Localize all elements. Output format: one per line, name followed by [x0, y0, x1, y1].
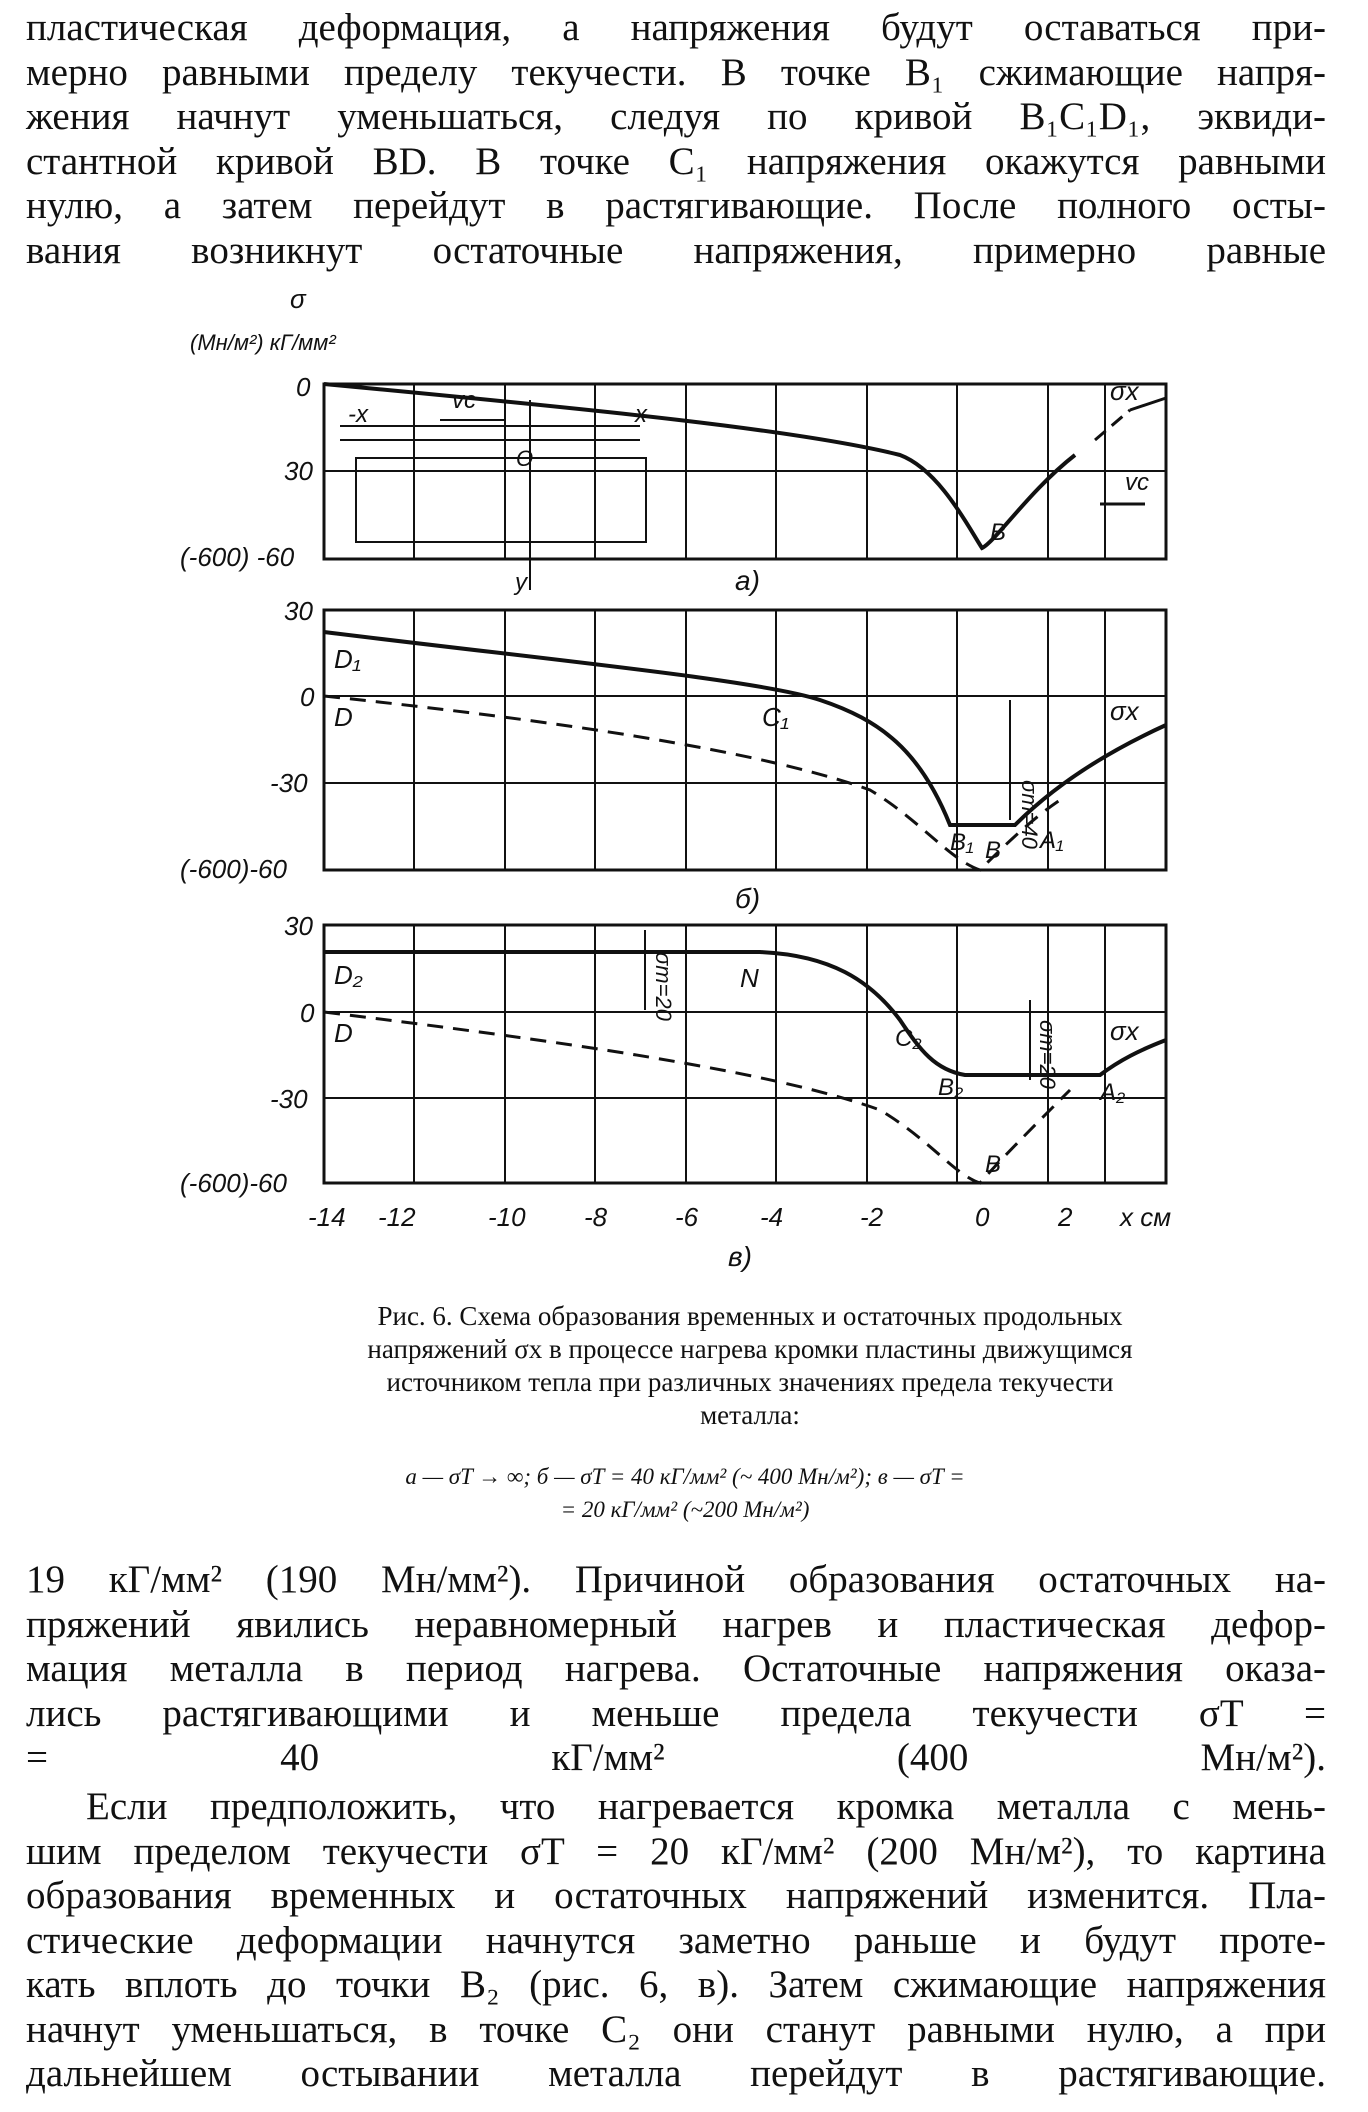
panel-b-tick-m30: -30 — [270, 768, 308, 798]
panel-a-B: B — [990, 519, 1007, 546]
panel-b-sigma-x: σx — [1110, 696, 1139, 726]
panel-c-tick-m30: -30 — [270, 1084, 308, 1114]
panel-a-tick-0: 0 — [296, 372, 311, 402]
x-tick: -8 — [584, 1202, 608, 1232]
text-line: мация металла в период нагрева. Остаточные напряжения оказа- — [26, 1647, 1326, 1690]
panel-c-sigma-t-right: σт=20 — [1035, 1020, 1060, 1089]
panel-a-x: x — [635, 401, 647, 428]
text-line: образования временных и остаточных напряжений изменится. Пла- — [26, 1874, 1326, 1917]
panel-a-O: O — [516, 446, 534, 471]
panel-c-D: D — [334, 1018, 353, 1048]
panel-b-A1: A₁ — [1040, 827, 1064, 854]
x-tick: -6 — [675, 1202, 699, 1232]
text-line: нулю, а затем перейдут в растягивающие. После полного осты- — [26, 184, 1326, 227]
panel-b-tick-0: 0 — [300, 682, 315, 712]
panel-c-C2: C₂ — [895, 1025, 922, 1052]
panel-a-grid — [324, 384, 1166, 559]
text-line: кать вплоть до точки B₂ (рис. 6, в). Затем сжимающие напряжения — [26, 1963, 1326, 2006]
panel-c-D2: D₂ — [334, 960, 363, 990]
panel-c-label: в) — [728, 1241, 752, 1272]
panel-b-B: B — [985, 837, 1002, 864]
text-line: = 40 кГ/мм² (400 Мн/м²). — [26, 1736, 1326, 1779]
text-line: лись растягивающими и меньше предела текучести σT = — [26, 1691, 1326, 1735]
text-line: вания возникнут остаточные напряжения, примерно равные — [26, 228, 1326, 272]
text-line: стические деформации начнутся заметно раньше и будут проте- — [26, 1918, 1326, 1962]
panel-b-B1: B₁ — [950, 829, 974, 856]
text-line: жения начнут уменьшаться, следуя по кривой B₁C₁D₁, эквиди- — [26, 95, 1326, 138]
text-line: пластическая деформация, а напряжения будут оставаться при- — [26, 6, 1326, 49]
panel-a-sigma-x: σx — [1110, 376, 1139, 406]
x-tick: -2 — [860, 1202, 884, 1232]
panel-b-tick-m60: (-600)-60 — [180, 854, 287, 884]
panel-c-A2: A₂ — [1100, 1079, 1126, 1106]
text-line: стантной кривой BD. В точке C₁ напряжения окажутся равными — [26, 139, 1326, 183]
bottom-paragraph — [26, 1558, 1326, 1781]
x-tick: -12 — [378, 1202, 416, 1232]
y-axis-title-sigma: σ — [290, 284, 306, 314]
panel-b-tick-30: 30 — [284, 596, 313, 626]
panel-c-sigma-x: σx — [1110, 1016, 1139, 1046]
x-tick: 2 — [1058, 1202, 1073, 1232]
panel-b-C1: C₁ — [762, 702, 789, 732]
panel-a-tick-60: (-600) -60 — [180, 542, 295, 572]
top-paragraph — [26, 6, 1326, 273]
x-unit: х см — [1120, 1202, 1172, 1232]
bottom-paragraph-2 — [26, 1785, 1326, 2097]
panel-a-minus-x: -x — [348, 401, 368, 428]
text-line: начнут уменьшаться, в точке C₂ они станут равными нулю, а при — [26, 2007, 1326, 2051]
legend-line: = 20 кГ/мм² (~200 Мн/м²) — [560, 1497, 810, 1522]
panel-a-vc2: vc — [1125, 469, 1149, 496]
x-tick: -4 — [760, 1202, 784, 1232]
text-line: Если предположить, что нагревается кромка металла с мень- — [86, 1785, 1326, 1828]
figure-caption: Рис. 6. Схема образования временных и остаточных продольных напряжений σx в процессе нагрева кромки пластины движущимся источником тепла при различных значениях предела текучести металла: — [367, 1301, 1133, 1430]
panel-a-y: y — [515, 569, 527, 596]
panel-a-tick-30: 30 — [284, 456, 313, 486]
x-tick: -10 — [488, 1202, 526, 1232]
panel-b-D1: D₁ — [334, 644, 361, 674]
panel-b-label: б) — [735, 883, 761, 914]
panel-c-N: N — [740, 963, 759, 993]
text-line: мерно равными пределу текучести. В точке B₁ сжимающие напря- — [26, 50, 1326, 94]
figure-6 — [0, 280, 1368, 1300]
panel-c-B: B — [985, 1151, 1002, 1178]
x-tick: -14 — [308, 1202, 346, 1232]
text-line: пряжений явились неравномерный нагрев и пластическая дефор- — [26, 1602, 1326, 1646]
panel-c-tick-30: 30 — [284, 911, 313, 941]
panel-a-curve — [324, 384, 1075, 548]
text-line: 19 кГ/мм² (190 Мн/мм²). Причиной образования остаточных на- — [26, 1558, 1326, 1601]
y-axis-title-units: (Мн/м²) кГ/мм² — [190, 330, 336, 355]
panel-c-tick-0: 0 — [300, 998, 315, 1028]
panel-a-vc: vc — [452, 387, 476, 414]
text-line: дальнейшем остывании металла перейдут в растягивающие. — [26, 2052, 1326, 2095]
x-tick: 0 — [975, 1202, 990, 1232]
panel-b-sigma-t: σт=40 — [1017, 780, 1042, 849]
text-line: шим пределом текучести σT = 20 кГ/мм² (200 Мн/м²), то картина — [26, 1829, 1326, 1873]
panel-b-D: D — [334, 702, 353, 732]
panel-c-tick-m60: (-600)-60 — [180, 1168, 287, 1198]
figure-legend — [140, 1460, 1230, 1526]
legend-line: а — σT → ∞; б — σT = 40 кГ/мм² (~ 400 Мн/м²); в — σT = — [405, 1464, 965, 1489]
panel-c-sigma-t-left: σт=20 — [651, 952, 676, 1021]
panel-a-label: а) — [735, 565, 760, 596]
panel-c-B2: B₂ — [938, 1074, 964, 1101]
panel-a-dashed — [1095, 410, 1130, 440]
